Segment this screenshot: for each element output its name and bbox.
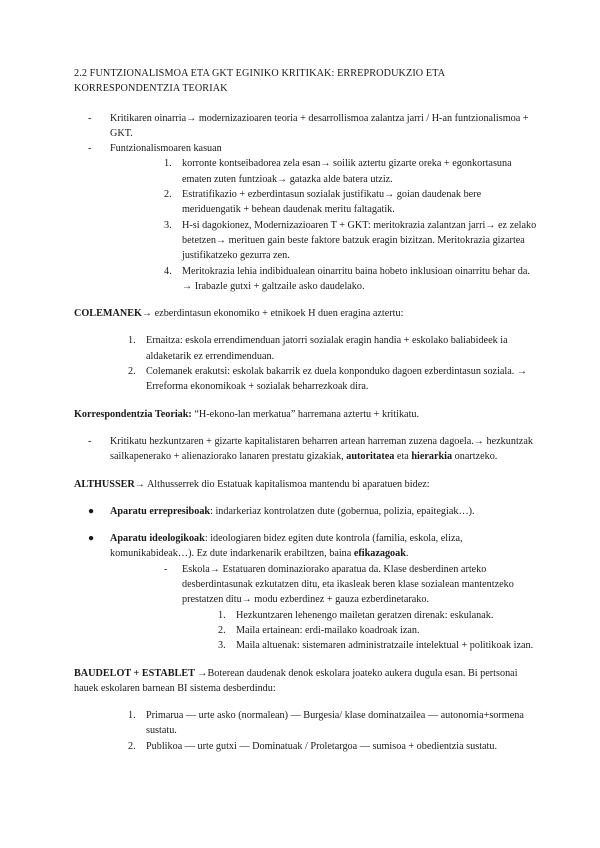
list-item: - Kritikatu hezkuntzaren + gizarte kapitalistaren beharren artean harreman zuzena dagoela.→ hezkuntzak sailkapenerako + alienaziorako lanaren prestatu gizakiak, autoritatea eta hierarkia onartzeko. (74, 434, 538, 465)
althusser-section (74, 477, 538, 654)
baudelot-section (74, 666, 538, 754)
list-item: - Kritikaren oinarria→ modernizazioaren teoria + desarrollismoa zalantza jarri / H-an funtzionalismoa + GKT. (74, 111, 538, 142)
document-page (74, 66, 538, 766)
althusser-list (74, 504, 538, 654)
list-item: 1. korronte kontseibadorea zela esan→ soilik aztertu gizarte oreka + egonkortasuna ematen zuten funtzioak→ gatazka alde batera utziz. (164, 158, 512, 185)
bullet-icon: ● (88, 505, 95, 517)
coleman-heading: COLEMANEK→ ezberdintasun ekonomiko + etnikoek H duen eragina aztertu: (74, 308, 404, 320)
eskola-sublist (110, 562, 538, 654)
althusser-heading: ALTHUSSER→ Althusserrek dio Estatuak kapitalismoa mantendu bi aparatuen bidez: (74, 478, 430, 490)
levels-list (182, 608, 538, 654)
list-item: 1. Primarua — urte asko (normalean) — Burgesia/ klase dominatzailea — autonomia+sormena sustatu. (128, 710, 524, 737)
korrespondentzia-section (74, 407, 538, 465)
section-title: 2.2 FUNTZIONALISMOA ETA GKT EGINIKO KRITIKAK: ERREPRODUKZIO ETA KORRESPONDENTZIA TEORIAK (74, 68, 445, 95)
coleman-list (74, 333, 538, 394)
list-item: - Eskola→ Estatuaren dominaziorako aparatua da. Klase desberdinen arteko desberdintasunak ezkutatzen ditu, eta ikasleak beren klase sozialean mantentzeko prestatzen ditu→ modu ezberdinez + gauza ezberdinetarako. 1. Hezkuntzaren lehenengo mailetan geratzen direnak: eskulanak. 2. Maila ertainean: erdi-mailako koadroak izan. 3. Maila altuenak: sistemaren administratzaile intelektual + politikoak izan. (160, 562, 538, 654)
list-item (74, 141, 538, 294)
list-item: 3. H-si dagokionez, Modernizazioaren T + GKT: meritokrazia zalantzan jarri→ ez zelako betetzen→ merituen gain beste faktore batzuk eragin bizitzan. Meritokrazia gizartea justifikatzeko gezurra zen. (164, 219, 537, 262)
list-item-label: Funtzionalismoaren kasuan (110, 143, 222, 155)
korrespondentzia-list (74, 434, 538, 465)
list-item: 3. Maila altuenak: sistemaren administratzaile intelektual + politikoak izan. (218, 640, 534, 652)
list-item: ● Aparatu ideologikoak: ideologiaren bidez egiten dute kontrola (familia, eskola, eliza, komunikabideak…). Ez dute indarkenarik erabiltzen, baina efikazagoak. - Eskola→ Estatuaren dominaziorako aparatua da. Klase desberdinen arteko desberdintasunak ezkutatzen ditu, eta ikasleak beren klase sozialean mantentzeko prestatzen ditu→ modu ezberdinez + gauza ezberdinetarako. 1. Hezkuntzaren lehenengo mailetan geratzen direnak: eskulanak. 2. Maila ertainean: erdi-mailako koadroak izan. 3. Maila altuenak: sistemaren administratzaile intelektual + politikoak izan. (74, 531, 538, 653)
list-item: 2. Estratifikazio + ezberdintasun sozialak justifikatu→ goian daudenak bere meriduengatik + behean daudenak meritu faltagatik. (164, 189, 482, 216)
baudelot-heading: BAUDELOT + ESTABLET →Boterean daudenak denok eskolara joateko aukera dugula esan. Bi pertsonai hauek eskolaren barnean BI sistema desberdindu: (74, 667, 518, 694)
list-item: 2. Maila ertainean: erdi-mailako koadroak izan. (218, 624, 420, 636)
list-item: 1. Hezkuntzaren lehenengo mailetan geratzen direnak: eskulanak. (218, 609, 494, 621)
bullet-icon: ● (88, 533, 95, 545)
intro-list (74, 111, 538, 295)
list-item: 2. Publikoa — urte gutxi — Dominatuak / Proletargoa — sumisoa + obedientzia sustatu. (128, 740, 498, 752)
list-item: 1. Ernaitza: eskola errendimenduan jatorri sozialak eragin handia + eskolako baliabideek ia aldaketarik ez errendimenduan. (128, 335, 508, 362)
list-item: 4. Meritokrazia lehia indibidualean oinarritu baina hobeto inklusioan oinarritu behar da. → Irabazle gutxi + galtzaile asko daudelako. (164, 265, 530, 292)
baudelot-list (74, 708, 538, 754)
coleman-section (74, 306, 538, 394)
funtz-numbered-list (110, 156, 538, 294)
list-item: ● Aparatu errepresiboak: indarkeriaz kontrolatzen dute (gobernua, polizia, epaitegiak…). (74, 504, 538, 519)
korrespondentzia-heading: Korrespondentzia Teoriak: “H-ekono-lan merkatua” harremana aztertu + kritikatu. (74, 408, 420, 420)
list-item: 2. Colemanek erakutsi: eskolak bakarrik ez duela konponduko dagoen ezberdintasun soziala. → Erreforma ekonomikoak + sozialak beharrezkoak dira. (128, 366, 528, 393)
